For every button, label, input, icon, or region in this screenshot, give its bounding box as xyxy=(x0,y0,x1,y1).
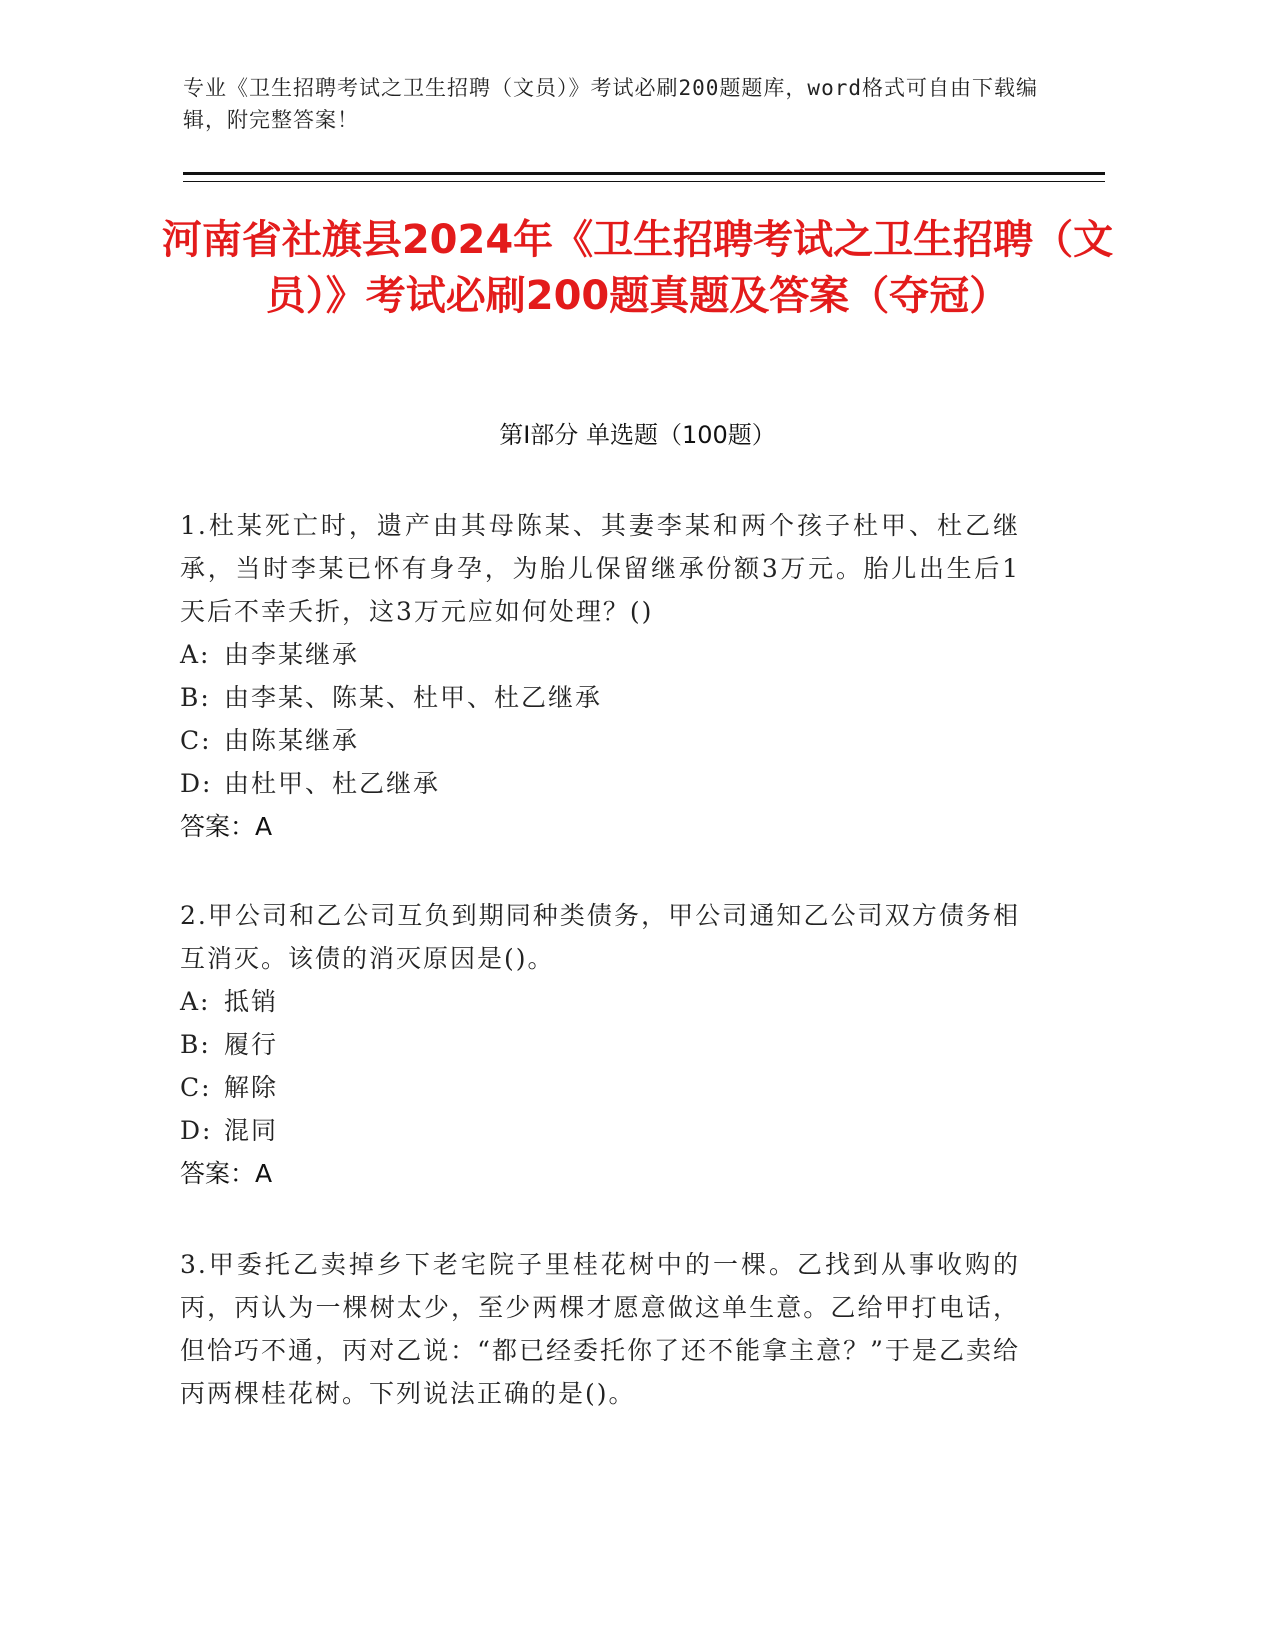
question-2 xyxy=(180,894,1020,1195)
option-text: 抵销 xyxy=(224,987,279,1016)
option-key: A: xyxy=(180,987,211,1016)
option-key: D: xyxy=(180,1116,213,1145)
option-c xyxy=(180,719,1020,762)
option-b xyxy=(180,676,1020,719)
header-note: 专业《卫生招聘考试之卫生招聘（文员）》考试必刷200题题库，word格式可自由下载编辑，附完整答案！ xyxy=(183,76,1038,132)
option-key: C: xyxy=(180,726,212,755)
question-stem: 3.甲委托乙卖掉乡下老宅院子里桂花树中的一棵。乙找到从事收购的丙，丙认为一棵树太少，至少两棵才愿意做这单生意。乙给甲打电话，但恰巧不通，丙对乙说：“都已经委托你了还不能拿主意？”于是乙卖给丙两棵桂花树。下列说法正确的是()。 xyxy=(180,1250,1020,1408)
option-text: 解除 xyxy=(224,1073,279,1102)
header-divider-thin xyxy=(183,181,1105,182)
option-key: D: xyxy=(180,769,213,798)
question-3 xyxy=(180,1243,1020,1415)
option-text: 由陈某继承 xyxy=(224,726,360,755)
option-text: 履行 xyxy=(224,1030,279,1059)
option-text: 由李某、陈某、杜甲、杜乙继承 xyxy=(224,683,603,712)
document-title: 河南省社旗县2024年《卫生招聘考试之卫生招聘（文员）》考试必刷200题真题及答案（夺冠） xyxy=(161,217,1114,319)
option-b xyxy=(180,1023,1020,1066)
option-text: 由杜甲、杜乙继承 xyxy=(224,769,441,798)
question-1 xyxy=(180,504,1020,848)
answer-line: 答案：A xyxy=(180,812,273,841)
option-key: B: xyxy=(180,1030,211,1059)
section-heading: 第I部分 单选题（100题） xyxy=(499,421,776,449)
option-key: A: xyxy=(180,640,211,669)
question-stem: 1.杜某死亡时，遗产由其母陈某、其妻李某和两个孩子杜甲、杜乙继承，当时李某已怀有身孕，为胎儿保留继承份额3万元。胎儿出生后1天后不幸夭折，这3万元应如何处理？() xyxy=(180,511,1020,626)
option-a xyxy=(180,980,1020,1023)
option-a xyxy=(180,633,1020,676)
option-key: B: xyxy=(180,683,211,712)
answer-line: 答案：A xyxy=(180,1159,273,1188)
option-text: 由李某继承 xyxy=(224,640,360,669)
option-c xyxy=(180,1066,1020,1109)
option-text: 混同 xyxy=(224,1116,279,1145)
option-d xyxy=(180,1109,1020,1152)
option-d xyxy=(180,762,1020,805)
option-key: C: xyxy=(180,1073,212,1102)
header-divider-thick xyxy=(183,172,1105,175)
question-stem: 2.甲公司和乙公司互负到期同种类债务，甲公司通知乙公司双方债务相互消灭。该债的消灭原因是()。 xyxy=(180,901,1020,973)
